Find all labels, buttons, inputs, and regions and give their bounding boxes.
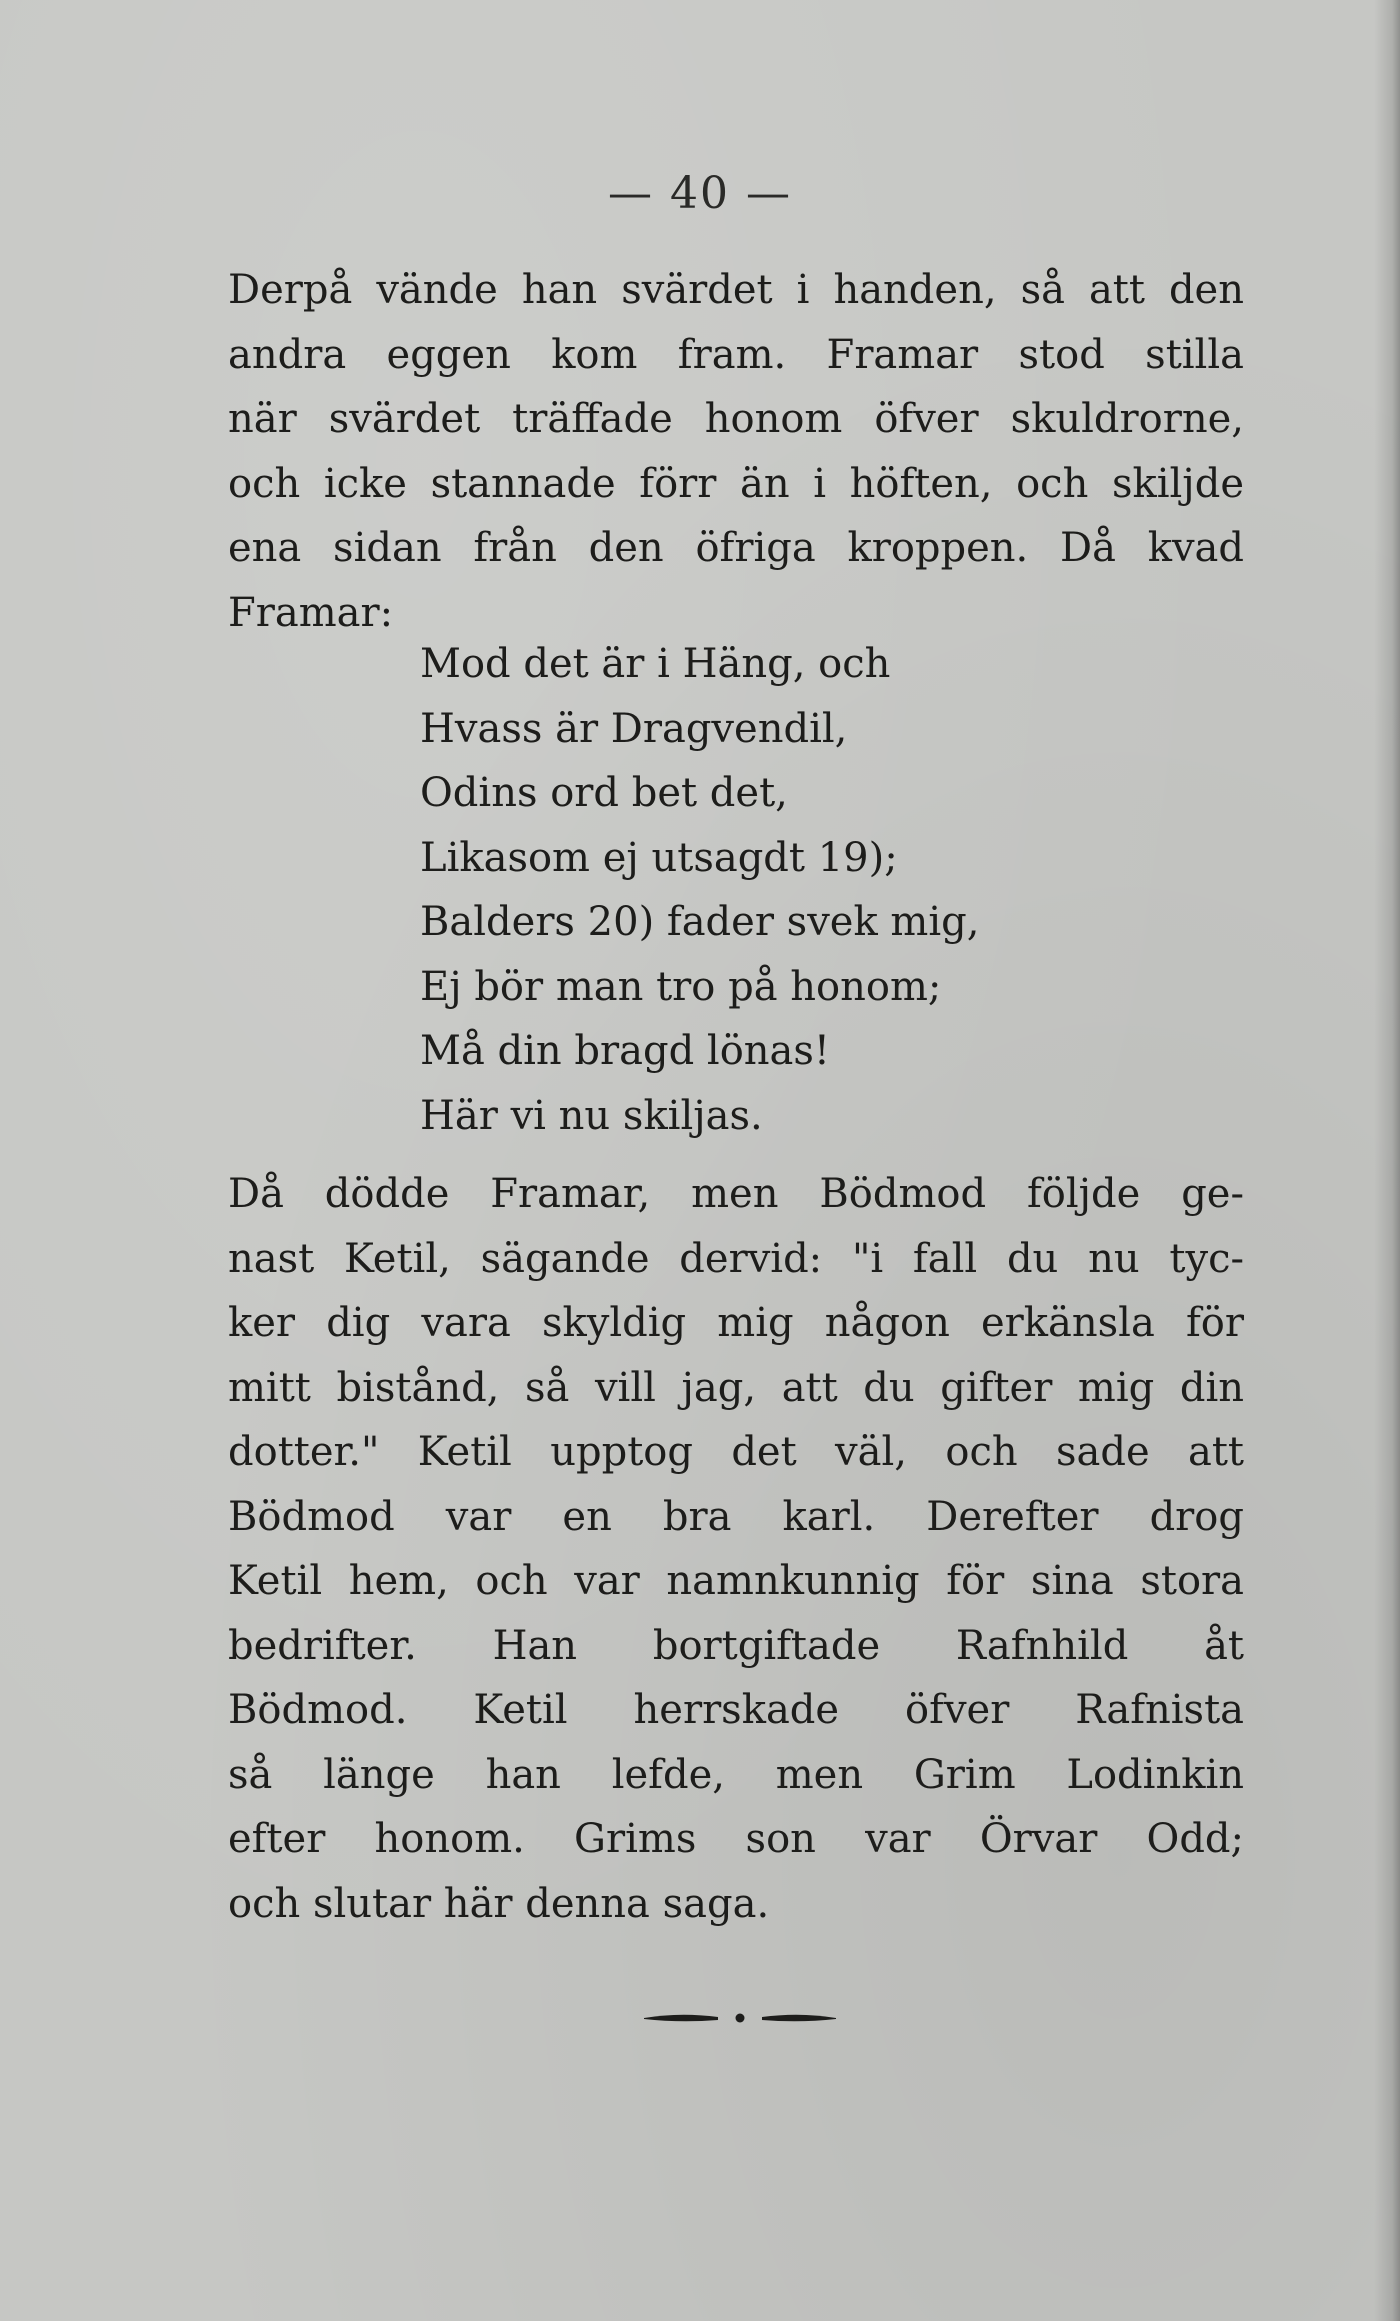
verse-line: Här vi nu skiljas. (420, 1092, 763, 1139)
verse-line: Hvass är Dragvendil, (420, 705, 848, 752)
text-line: efter honom. Grims son var Örvar Odd; (228, 1816, 1244, 1862)
text-line: Bödmod var en bra karl. Derefter drog (228, 1493, 1244, 1540)
text-line: Derpå vände han svärdet i handen, så att den (228, 267, 1244, 313)
verse-line: Mod det är i Häng, och (420, 641, 891, 687)
text-line: Bödmod. Ketil herrskade öfver Rafnista (228, 1687, 1244, 1733)
end-ornament-icon (640, 2008, 840, 2028)
text-line: när svärdet träffade honom öfver skuldrorne, (228, 396, 1244, 442)
paragraph-2 (228, 1162, 1244, 1936)
page-number: — 40 — (608, 168, 792, 219)
text-line: Framar: (228, 589, 394, 636)
text-line: Då dödde Framar, men Bödmod följde ge- (228, 1171, 1244, 1217)
text-line: andra eggen kom fram. Framar stod stilla (228, 331, 1244, 378)
text-line: bedrifter. Han bortgiftade Rafnhild åt (228, 1622, 1244, 1669)
text-line: och icke stannade förr än i höften, och skiljde (228, 460, 1244, 507)
verse-line: Odins ord bet det, (420, 770, 788, 816)
text-line: nast Ketil, sägande dervid: "i fall du nu tyc- (228, 1235, 1244, 1282)
text-line: mitt bistånd, så vill jag, att du gifter mig din (228, 1364, 1244, 1411)
text-line: och slutar här denna saga. (228, 1880, 770, 1927)
text-line: ena sidan från den öfriga kroppen. Då kvad (228, 525, 1244, 571)
text-line: Ketil hem, och var namnkunnig för sina stora (228, 1558, 1244, 1604)
verse-line: Må din bragd lönas! (420, 1028, 830, 1074)
verse-line: Likasom ej utsagdt 19); (420, 834, 898, 881)
verse-line: Ej bör man tro på honom; (420, 963, 942, 1010)
verse-line: Balders 20) fader svek mig, (420, 899, 980, 945)
text-line: dotter." Ketil upptog det väl, och sade att (228, 1429, 1244, 1475)
page-edge-shadow (1374, 0, 1400, 2321)
verse-stanza (420, 632, 1120, 1148)
paragraph-1 (228, 258, 1244, 645)
text-line: ker dig vara skyldig mig någon erkänsla för (228, 1300, 1244, 1346)
text-line: så länge han lefde, men Grim Lodinkin (228, 1751, 1244, 1798)
